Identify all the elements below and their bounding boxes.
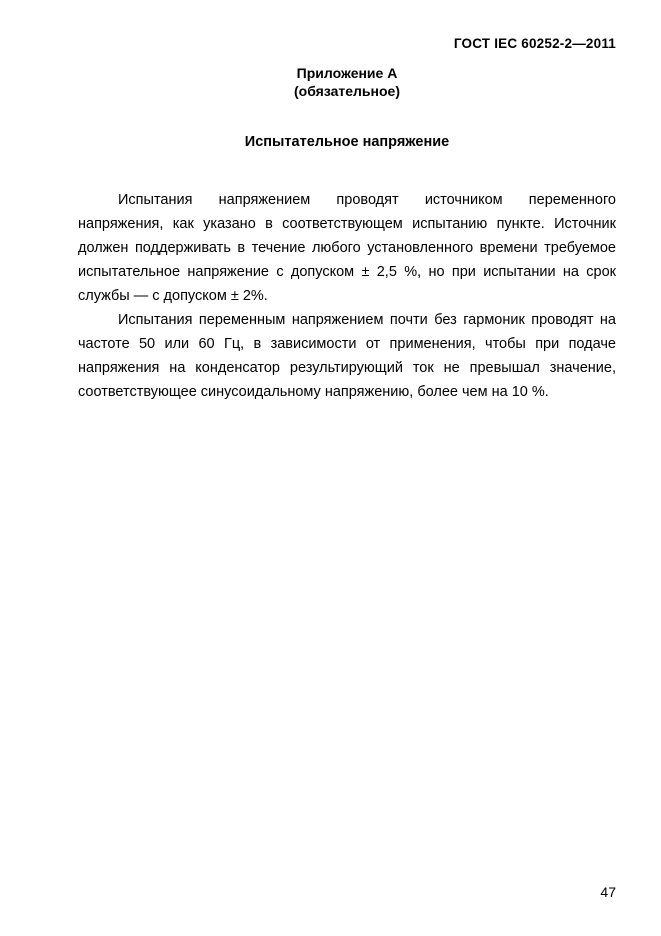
document-standard-code: ГОСТ IEC 60252-2—2011 [453, 36, 616, 51]
appendix-subtitle: (обязательное) [293, 82, 400, 99]
paragraph-2: Испытания переменным напряжением почти без гармоник проводят на частоте 50 или 60 Гц, в зависимости от применения, чтобы при подаче напряжения на конденсатор результирующий ток не превышал значение, соответствующее синусоидальному напряжению, более чем на 10 %. [78, 312, 616, 400]
appendix-title: Приложение А [296, 65, 398, 81]
page-content [78, 36, 616, 404]
paragraph-1: Испытания напряжением проводят источником переменного напряжения, как указано в соответствующем испытанию пункте. Источник должен поддерживать в течение любого установленного времени требуемое испытательное напряжение с допуском ± 2,5 %, но при испытании на срок службы — с допуском ± 2%. [78, 192, 616, 304]
section-title: Испытательное напряжение [244, 134, 450, 150]
body-text [78, 188, 616, 404]
page-number: 47 [600, 884, 616, 900]
